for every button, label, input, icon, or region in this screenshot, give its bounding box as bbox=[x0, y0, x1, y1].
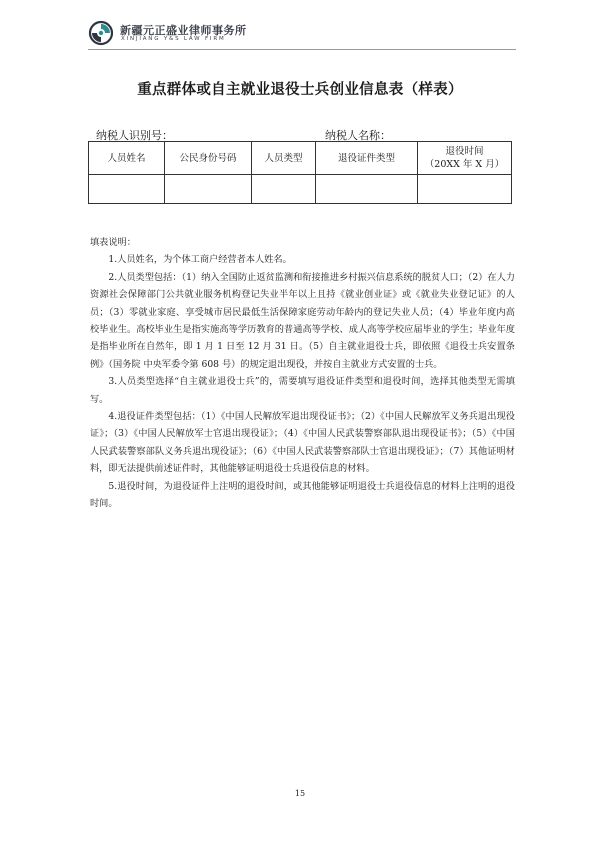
discharge-time-format: （20XX 年 X 月） bbox=[424, 159, 505, 170]
instruction-item: 4.退役证件类型包括：（1）《中国人民解放军退出现役证书》；（2）《中国人民解放军义务兵退出现役证》；（3）《中国人民解放军士官退出现役证》；（4）《中国人民武装警察部队退出现役证书》；（5）《中国人民武装警察部队义务兵退出现役证》；（6）《中国人民武装警察部队士官退出现役证》；（7）其他证明材料，即无法提供前述证件时，其他能够证明退役士兵退役信息的材料。 bbox=[90, 411, 515, 475]
taxpayer-id-label: 纳税人识别号： bbox=[96, 129, 173, 142]
cell-id-number[interactable] bbox=[165, 175, 252, 204]
cell-name[interactable] bbox=[89, 175, 165, 204]
cell-certificate-type[interactable] bbox=[316, 175, 418, 204]
page-number: 15 bbox=[294, 789, 306, 798]
letterhead bbox=[88, 18, 518, 48]
taxpayer-name-label: 纳税人名称： bbox=[325, 129, 391, 142]
discharge-time-label: 退役时间 bbox=[445, 146, 484, 157]
col-header-id-number: 公民身份号码 bbox=[165, 142, 252, 175]
cell-person-type[interactable] bbox=[252, 175, 316, 204]
instruction-item: 1.人员姓名，为个体工商户经营者本人姓名。 bbox=[108, 254, 292, 266]
firm-name-cn: 新疆元正盛业律师事务所 bbox=[120, 24, 247, 37]
col-header-discharge-time bbox=[418, 142, 512, 175]
header-divider bbox=[88, 49, 516, 50]
table-header-row bbox=[89, 142, 512, 175]
col-header-person-type: 人员类型 bbox=[252, 142, 316, 175]
firm-name-en: XINJIANG Y&S LAW FIRM bbox=[121, 36, 226, 42]
cell-discharge-time[interactable] bbox=[418, 175, 512, 204]
instructions-heading: 填表说明： bbox=[90, 237, 136, 248]
instruction-item: 3.人员类型选择“自主就业退役士兵”的，需要填写退役证件类型和退役时间，选择其他类型无需填写。 bbox=[90, 376, 515, 405]
col-header-name: 人员姓名 bbox=[89, 142, 165, 175]
instruction-item: 2.人员类型包括：（1）纳入全国防止返贫监测和衔接推进乡村振兴信息系统的脱贫人口；（2）在人力资源社会保障部门公共就业服务机构登记失业半年以上且持《就业创业证》或《就业失业登记证》的人员；（3）零就业家庭、享受城市居民最低生活保障家庭劳动年龄内的登记失业人员；（4）毕业年度内高校毕业生。高校毕业生是指实施高等学历教育的普通高等学校、成人高等学校应届毕业的学生；毕业年度是指毕业所在自然年，即 1 月 1 日至 12 月 31 日。（5）自主就业退役士兵，即依照《退役士兵安置条例》（国务院 中央军委令第 608 号）的规定退出现役，并按自主就业方式安置的士兵。 bbox=[90, 271, 515, 370]
instruction-item: 5.退役时间，为退役证件上注明的退役时间，或其他能够证明退役士兵退役信息的材料上注明的退役时间。 bbox=[90, 480, 515, 510]
col-header-certificate-type: 退役证件类型 bbox=[316, 142, 418, 175]
info-table bbox=[88, 141, 512, 204]
document-title: 重点群体或自主就业退役士兵创业信息表（样表） bbox=[137, 82, 463, 98]
table-row bbox=[89, 175, 512, 204]
firm-logo-icon bbox=[88, 20, 114, 46]
filling-instructions bbox=[90, 234, 515, 513]
